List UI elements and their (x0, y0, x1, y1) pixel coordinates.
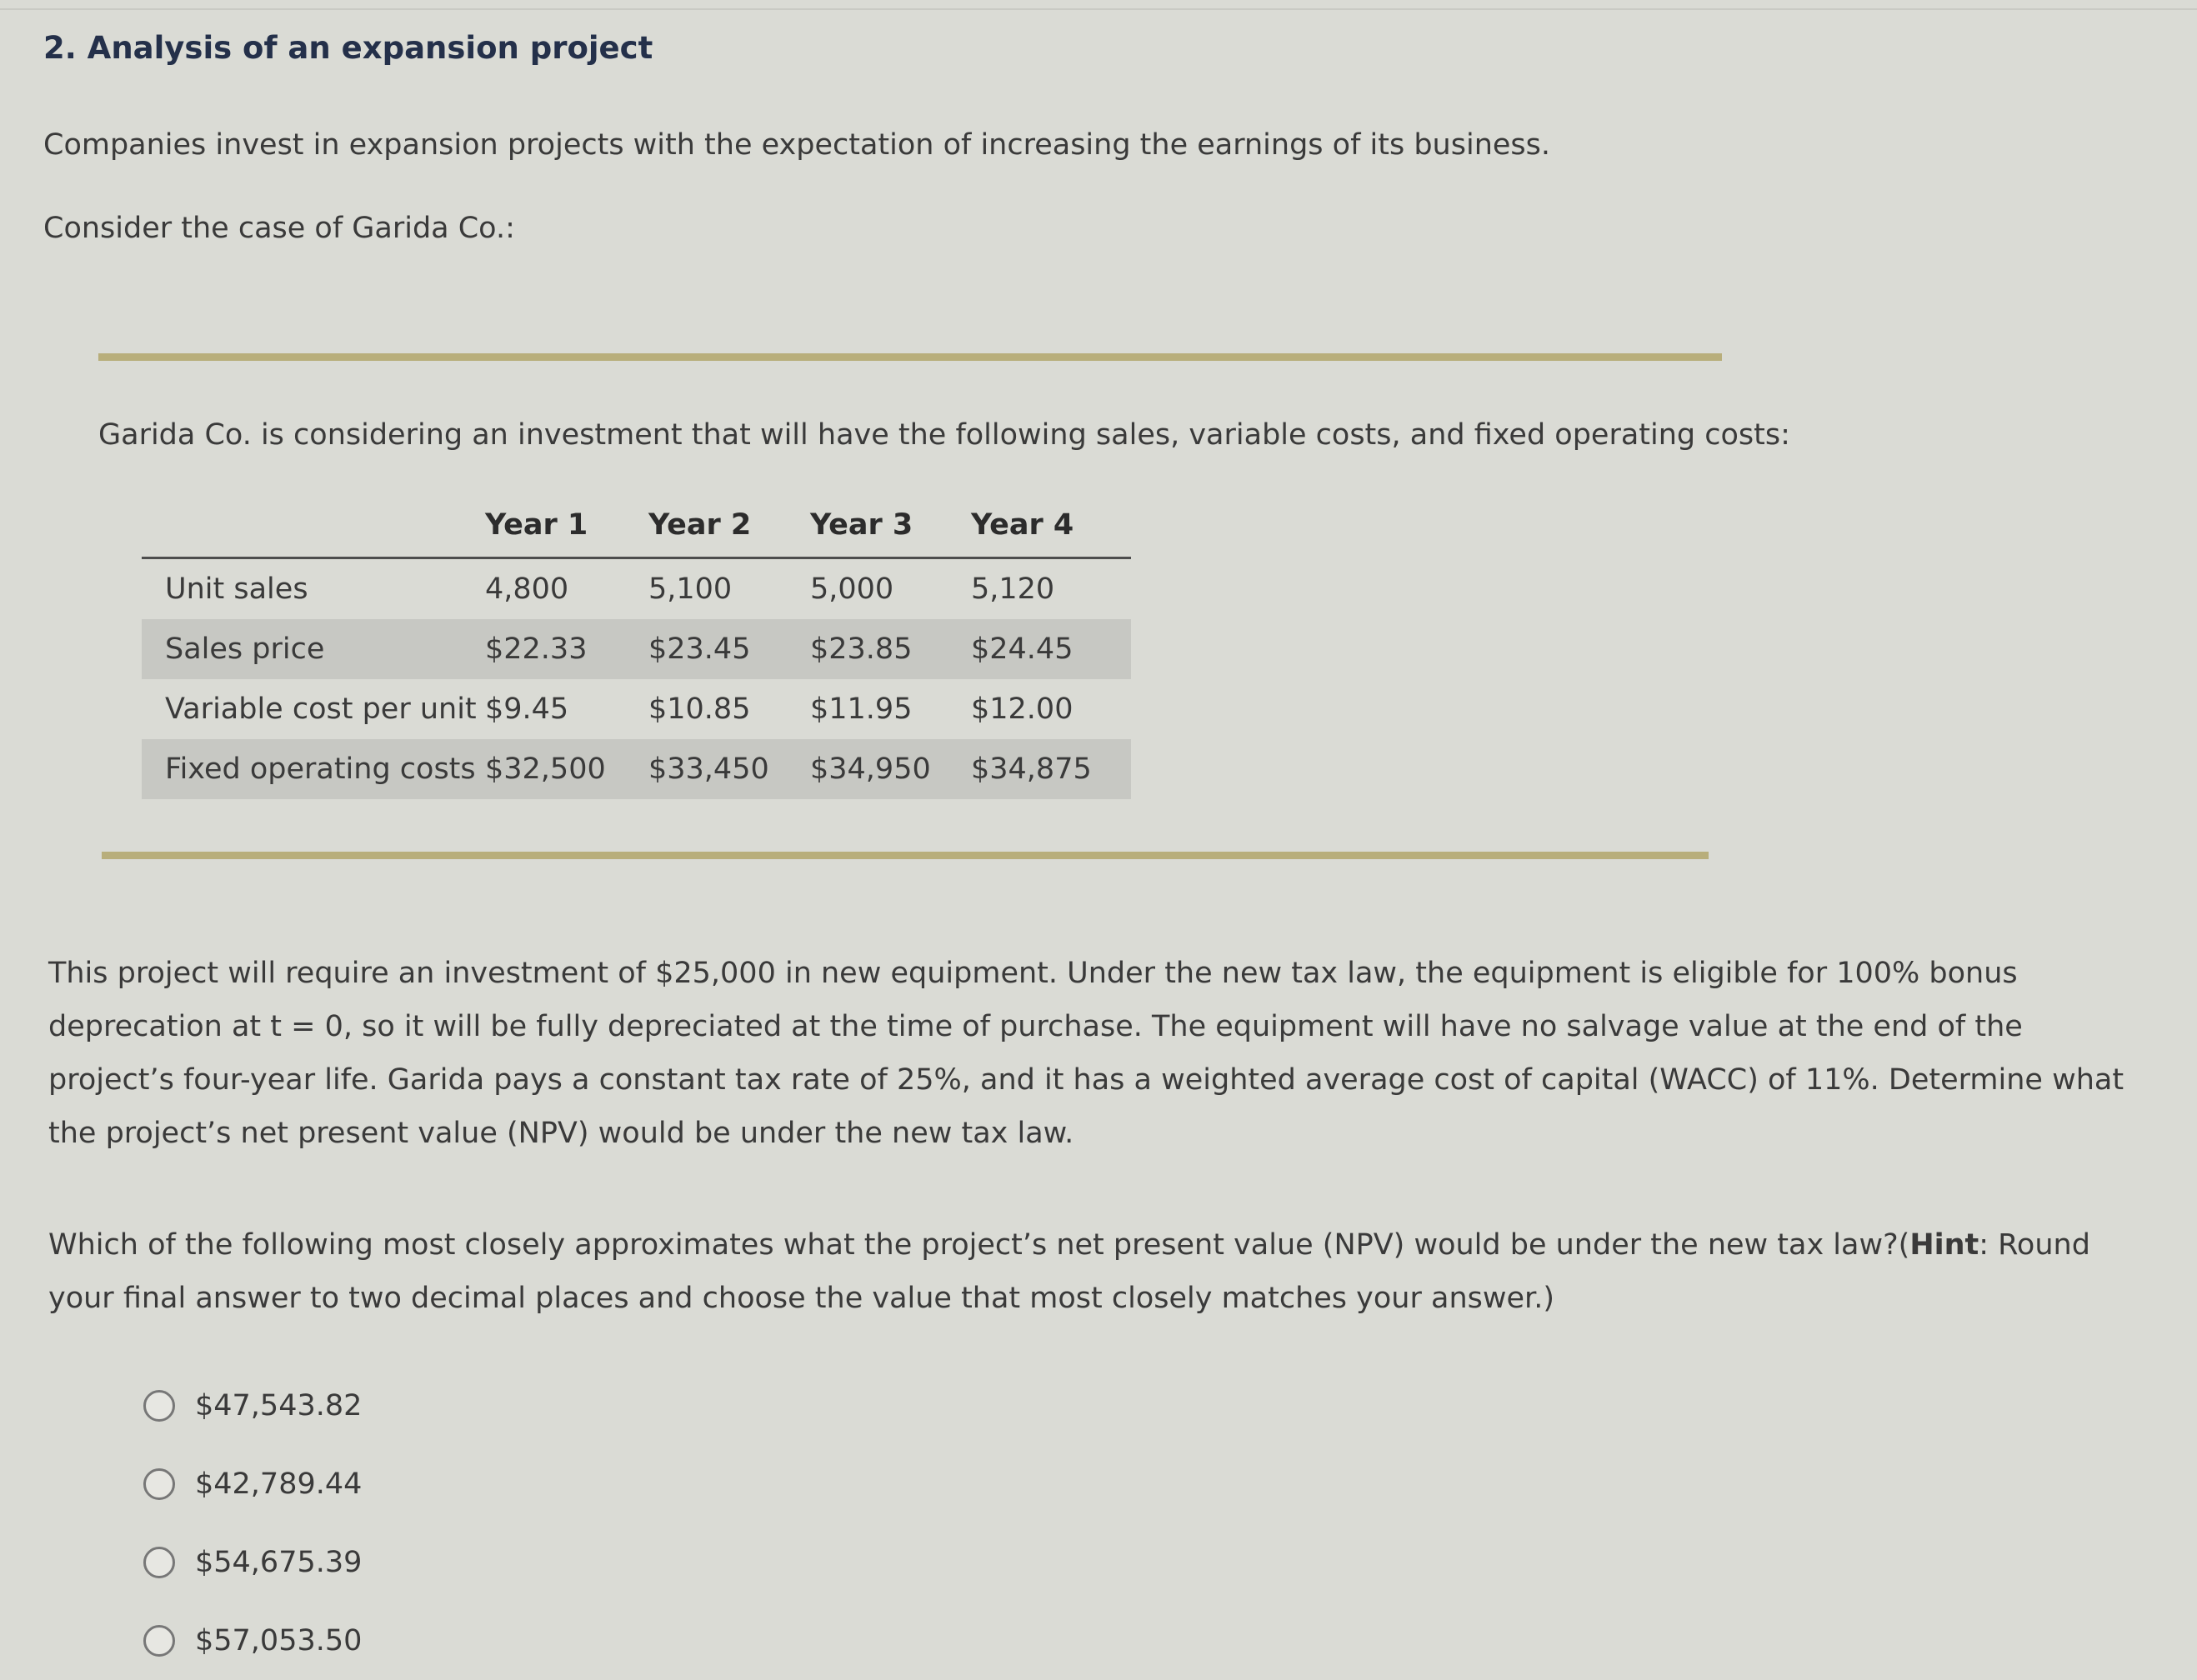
intro-text: Companies invest in expansion projects with the expectation of increasing the earnings of its business. (43, 128, 1551, 162)
row-label: Variable cost per unit (165, 692, 477, 726)
option-label: $54,675.39 (195, 1546, 363, 1579)
radio-button[interactable] (143, 1390, 175, 1422)
table-cell: 4,800 (485, 572, 569, 606)
empty-header-cell (142, 507, 485, 558)
divider-bottom (102, 852, 1709, 859)
table-cell: $34,950 (810, 739, 971, 799)
answer-option-3[interactable] (143, 1523, 362, 1602)
table-cell: $11.95 (810, 692, 913, 726)
table-cell: $23.85 (810, 619, 971, 679)
table-row-unit-sales (142, 558, 1131, 620)
table-cell: $10.85 (648, 692, 751, 726)
header-year-4: Year 4 (971, 507, 1131, 558)
row-label: Fixed operating costs (142, 739, 485, 799)
table-intro-text: Garida Co. is considering an investment that will have the following sales, variable costs, and fixed operating costs: (98, 418, 1790, 452)
answer-options (143, 1367, 362, 1680)
table-cell: $34,875 (971, 739, 1131, 799)
answer-option-2[interactable] (143, 1445, 362, 1523)
option-label: $47,543.82 (195, 1389, 363, 1422)
table-cell: $9.45 (485, 692, 569, 726)
table-header-row (142, 507, 1131, 558)
divider-top (98, 353, 1722, 361)
option-label: $57,053.50 (195, 1624, 363, 1658)
table-cell: $12.00 (971, 692, 1073, 726)
hint-text: : Round your final answer to two decimal places and choose the value that most closely matches your answer.) (48, 1228, 2090, 1315)
row-label: Sales price (142, 619, 485, 679)
table-cell: 5,120 (971, 572, 1055, 606)
table-row-fixed-costs (142, 739, 1131, 799)
answer-option-4[interactable] (143, 1602, 362, 1680)
table-row-sales-price (142, 619, 1131, 679)
question-title: 2. Analysis of an expansion project (43, 30, 653, 66)
table-cell: $33,450 (648, 739, 810, 799)
consider-text: Consider the case of Garida Co.: (43, 212, 515, 245)
answer-option-1[interactable] (143, 1367, 362, 1445)
question-main: Which of the following most closely approximates what the project’s net present value (NPV) would be under the new tax law?( (48, 1228, 1910, 1262)
radio-button[interactable] (143, 1547, 175, 1578)
radio-button[interactable] (143, 1468, 175, 1500)
table-cell: 5,000 (810, 572, 894, 606)
table-cell: $24.45 (971, 619, 1131, 679)
table-cell: 5,100 (648, 572, 733, 606)
header-year-2: Year 2 (648, 507, 810, 558)
cost-table (142, 507, 1131, 799)
radio-button[interactable] (143, 1625, 175, 1657)
option-label: $42,789.44 (195, 1468, 363, 1501)
header-year-1: Year 1 (485, 507, 648, 558)
table-cell: $23.45 (648, 619, 810, 679)
project-description: This project will require an investment of $25,000 in new equipment. Under the new tax law, the equipment is eligible for 100% bonus deprecation at t = 0, so it will be fully depreciated at the time of purchase. The equipment will have no salvage value at the end of the project’s four-year life. Garida pays a constant tax rate of 25%, and it has a weighted average cost of capital (WACC) of 11%. Determine what the project’s net present value (NPV) would be under the new tax law. (48, 957, 2124, 1150)
top-border (0, 0, 2197, 10)
question-text (48, 1218, 2149, 1325)
table-cell: $32,500 (485, 739, 648, 799)
hint-label: Hint (1909, 1228, 1979, 1262)
table-row-variable-cost (142, 679, 1131, 739)
table-cell: $22.33 (485, 619, 648, 679)
header-year-3: Year 3 (810, 507, 971, 558)
row-label: Unit sales (165, 572, 308, 606)
